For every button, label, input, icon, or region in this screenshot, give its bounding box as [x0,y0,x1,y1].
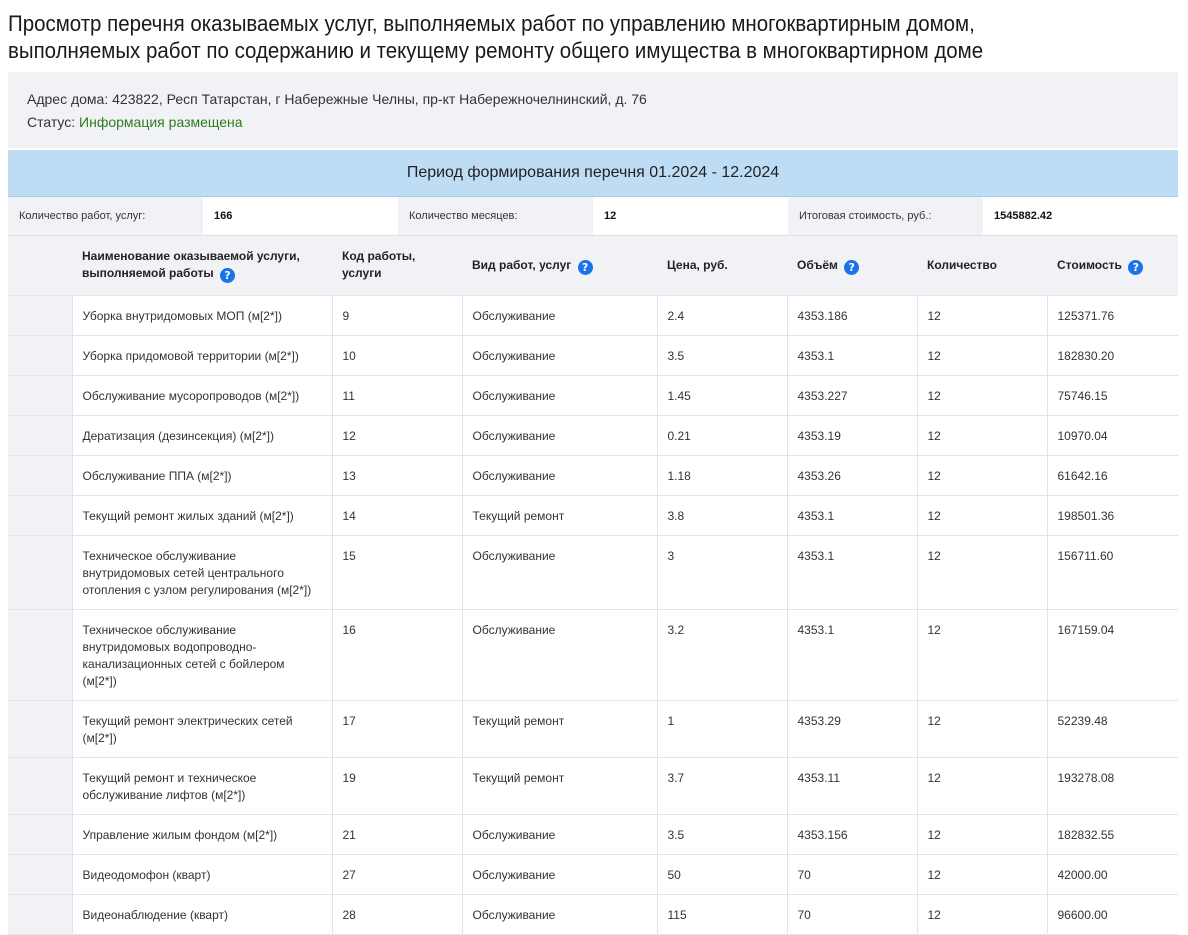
cell-type: Обслуживание [462,610,657,701]
cell-name: Видеодомофон (кварт) [72,855,332,895]
cell-qty: 12 [917,336,1047,376]
cell-type: Обслуживание [462,855,657,895]
cell-code: 19 [332,758,462,815]
cell-volume: 4353.1 [787,610,917,701]
cell-code: 16 [332,610,462,701]
row-stub [8,416,72,456]
cell-code: 11 [332,376,462,416]
cell-qty: 12 [917,815,1047,855]
status-line [27,114,243,130]
cell-cost: 167159.04 [1047,610,1178,701]
cell-name: Техническое обслуживание внутридомовых водопроводно-канализационных сетей с бойлером (м[2*]) [72,610,332,701]
row-stub [8,815,72,855]
volume-help-icon[interactable]: ? [844,260,859,275]
column-header-price: Цена, руб. [657,236,787,296]
cell-qty: 12 [917,895,1047,935]
cost-help-icon[interactable]: ? [1128,260,1143,275]
cell-qty: 12 [917,610,1047,701]
type-help-icon[interactable]: ? [578,260,593,275]
row-stub [8,496,72,536]
cell-price: 0.21 [657,416,787,456]
address-label: Адрес дома: [27,91,109,107]
total-cost-label: Итоговая стоимость, руб.: [788,197,983,235]
address-value: 423822, Респ Татарстан, г Набережные Челны, пр-кт Набережночелнинский, д. 76 [112,91,647,107]
table-row [8,376,1178,416]
cell-price: 3.8 [657,496,787,536]
column-header-cost-label: Стоимость [1057,257,1122,272]
cell-cost: 42000.00 [1047,855,1178,895]
name-help-icon[interactable]: ? [220,268,235,283]
cell-price: 2.4 [657,296,787,336]
cell-type: Текущий ремонт [462,701,657,758]
row-stub [8,536,72,610]
cell-code: 13 [332,456,462,496]
cell-name: Видеонаблюдение (кварт) [72,895,332,935]
table-row [8,336,1178,376]
cell-name: Уборка придомовой территории (м[2*]) [72,336,332,376]
cell-price: 1 [657,701,787,758]
cell-price: 1.18 [657,456,787,496]
cell-type: Обслуживание [462,416,657,456]
column-header-type-label: Вид работ, услуг [472,257,572,272]
cell-type: Обслуживание [462,376,657,416]
house-info-panel [8,72,1178,148]
cell-type: Обслуживание [462,895,657,935]
cell-code: 15 [332,536,462,610]
cell-price: 3 [657,536,787,610]
column-header-code: Код работы, услуги [332,236,462,296]
cell-type: Обслуживание [462,336,657,376]
cell-name: Уборка внутридомовых МОП (м[2*]) [72,296,332,336]
cell-volume: 70 [787,855,917,895]
cell-type: Обслуживание [462,536,657,610]
cell-cost: 156711.60 [1047,536,1178,610]
cell-qty: 12 [917,758,1047,815]
cell-code: 17 [332,701,462,758]
cell-volume: 4353.19 [787,416,917,456]
cell-cost: 198501.36 [1047,496,1178,536]
cell-volume: 70 [787,895,917,935]
cell-code: 28 [332,895,462,935]
cell-volume: 4353.1 [787,336,917,376]
cell-cost: 10970.04 [1047,416,1178,456]
cell-volume: 4353.11 [787,758,917,815]
cell-qty: 12 [917,536,1047,610]
table-row [8,496,1178,536]
cell-cost: 182832.55 [1047,815,1178,855]
cell-name: Дератизация (дезинсекция) (м[2*]) [72,416,332,456]
address-line [27,91,647,107]
row-stub [8,336,72,376]
months-count-label: Количество месяцев: [398,197,593,235]
table-header-row [8,236,1178,296]
cell-name: Техническое обслуживание внутридомовых сетей центрального отопления с узлом регулирования (м[2*]) [72,536,332,610]
column-header-cost [1047,236,1178,296]
cell-cost: 75746.15 [1047,376,1178,416]
table-row [8,296,1178,336]
row-stub [8,456,72,496]
cell-volume: 4353.1 [787,496,917,536]
table-row [8,855,1178,895]
table-row [8,416,1178,456]
cell-volume: 4353.29 [787,701,917,758]
cell-volume: 4353.186 [787,296,917,336]
row-stub [8,855,72,895]
cell-qty: 12 [917,416,1047,456]
cell-volume: 4353.1 [787,536,917,610]
cell-code: 10 [332,336,462,376]
cell-name: Обслуживание ППА (м[2*]) [72,456,332,496]
cell-code: 9 [332,296,462,336]
cell-code: 12 [332,416,462,456]
cell-cost: 125371.76 [1047,296,1178,336]
column-header-name [72,236,332,296]
cell-qty: 12 [917,701,1047,758]
column-header-volume [787,236,917,296]
services-table [8,236,1178,935]
cell-price: 3.7 [657,758,787,815]
table-row [8,536,1178,610]
summary-row [8,197,1178,236]
table-row [8,610,1178,701]
cell-volume: 4353.156 [787,815,917,855]
row-stub [8,610,72,701]
header-stub [8,236,72,296]
table-row [8,456,1178,496]
page-title [8,10,1096,64]
cell-type: Обслуживание [462,296,657,336]
column-header-qty: Количество [917,236,1047,296]
table-row [8,758,1178,815]
cell-cost: 61642.16 [1047,456,1178,496]
cell-price: 3.5 [657,336,787,376]
cell-price: 115 [657,895,787,935]
works-count-label: Количество работ, услуг: [8,197,203,235]
cell-code: 27 [332,855,462,895]
table-row [8,815,1178,855]
row-stub [8,376,72,416]
cell-type: Текущий ремонт [462,758,657,815]
cell-name: Текущий ремонт электрических сетей (м[2*]) [72,701,332,758]
cell-qty: 12 [917,855,1047,895]
column-header-type [462,236,657,296]
period-header: Период формирования перечня 01.2024 - 12.2024 [8,150,1178,197]
cell-name: Управление жилым фондом (м[2*]) [72,815,332,855]
cell-type: Обслуживание [462,456,657,496]
works-count-value: 166 [203,197,398,235]
cell-code: 21 [332,815,462,855]
cell-qty: 12 [917,376,1047,416]
page-title-line2: выполняемых работ по содержанию и текущему ремонту общего имущества в многоквартирном доме [8,38,984,63]
cell-cost: 182830.20 [1047,336,1178,376]
cell-price: 3.2 [657,610,787,701]
status-label: Статус: [27,114,76,130]
row-stub [8,296,72,336]
table-row [8,701,1178,758]
table-row [8,895,1178,935]
cell-name: Обслуживание мусоропроводов (м[2*]) [72,376,332,416]
cell-volume: 4353.227 [787,376,917,416]
row-stub [8,895,72,935]
column-header-name-label: Наименование оказываемой услуги, выполняемой работы [82,249,300,280]
column-header-volume-label: Объём [797,257,838,272]
cell-name: Текущий ремонт и техническое обслуживание лифтов (м[2*]) [72,758,332,815]
cell-type: Обслуживание [462,815,657,855]
total-cost-value: 1545882.42 [983,197,1178,235]
cell-price: 3.5 [657,815,787,855]
cell-code: 14 [332,496,462,536]
row-stub [8,758,72,815]
cell-price: 1.45 [657,376,787,416]
cell-cost: 96600.00 [1047,895,1178,935]
cell-cost: 193278.08 [1047,758,1178,815]
cell-qty: 12 [917,296,1047,336]
months-count-value: 12 [593,197,788,235]
cell-qty: 12 [917,456,1047,496]
cell-qty: 12 [917,496,1047,536]
status-value: Информация размещена [79,114,243,130]
cell-name: Текущий ремонт жилых зданий (м[2*]) [72,496,332,536]
cell-price: 50 [657,855,787,895]
cell-volume: 4353.26 [787,456,917,496]
cell-cost: 52239.48 [1047,701,1178,758]
cell-type: Текущий ремонт [462,496,657,536]
row-stub [8,701,72,758]
page-title-line1: Просмотр перечня оказываемых услуг, выполняемых работ по управлению многоквартирным домом, [8,11,975,36]
